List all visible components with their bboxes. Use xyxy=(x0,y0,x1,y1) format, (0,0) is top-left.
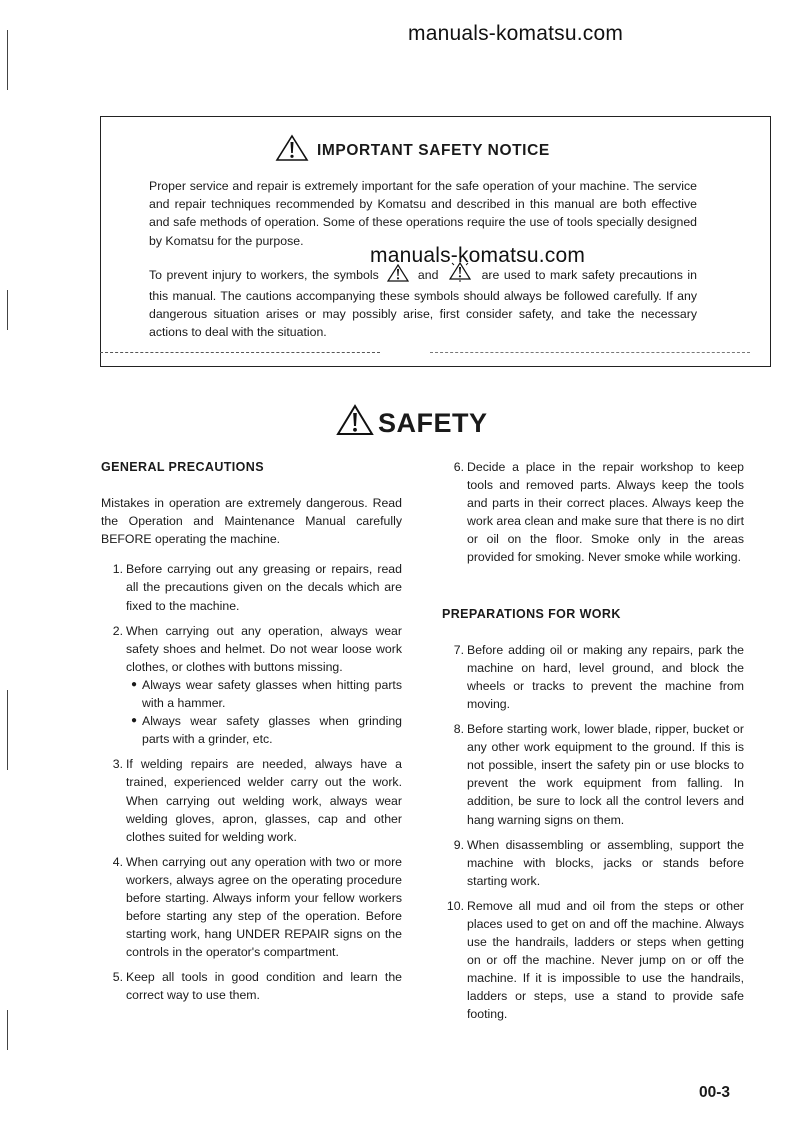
left-column xyxy=(101,458,402,1012)
list-item: 8. Before starting work, lower blade, ripper, bucket or any other work equipment to the ground. If this is not possible, insert the safety pin or use blocks to prevent the work equipment from falling. In addition, be sure to lock all the control levers and hang warning signs on them. xyxy=(453,722,744,827)
scan-edge-mark xyxy=(7,290,8,330)
warning-triangle-icon xyxy=(336,404,374,443)
scan-dashed-line xyxy=(430,352,750,353)
scan-edge-mark xyxy=(7,1010,8,1050)
list-item: 4. When carrying out any operation with two or more workers, always agree on the operating procedure before starting. Always inform your fellow workers before starting any step of the operation. Before starting work, hang UNDER REPAIR signs on the controls in the operator's compartment. xyxy=(112,854,402,960)
notice-paragraph-2: To prevent injury to workers, the symbols and are used to mark safety precautions in this manual. The cautions accompanying these symbols should always be followed carefully. If any dangerous situation arises or may possibly arise, first consider safety, and take the necessary actions to deal with the situation. xyxy=(149,260,697,342)
notice-title xyxy=(275,134,550,167)
right-column xyxy=(442,458,744,1031)
scan-dashed-line xyxy=(100,352,380,353)
safety-heading xyxy=(336,404,488,443)
page-number: 00-3 xyxy=(699,1084,731,1101)
bullet-icon: ● xyxy=(130,678,138,690)
warning-triangle-icon xyxy=(275,134,309,167)
notice-paragraph-1: Proper service and repair is extremely important for the safe operation of your machine. The service and repair techniques recommended by Komatsu and described in this manual are both effective and safe methods of operation. Some of these operations require the use of tools specially designed by Komatsu for the purpose. xyxy=(149,179,697,248)
bullet-icon: ● xyxy=(130,715,138,727)
bullet-item: ● Always wear safety glasses when hitting parts with a hammer. xyxy=(126,676,402,712)
list-item: 3. If welding repairs are needed, always have a trained, experienced welder carry out the work. When carrying out welding work, always wear welding gloves, apron, glasses, cap and other clothes suited for welding work. xyxy=(112,757,402,844)
general-intro: Mistakes in operation are extremely dangerous. Read the Operation and Maintenance Manual carefully BEFORE operating the machine. xyxy=(101,496,402,547)
safety-notice-box xyxy=(100,116,771,367)
list-item: 2. When carrying out any operation, always wear safety shoes and helmet. Do not wear loose work clothes, or clothes with buttons missing. ● Always wear safety glasses when hitting parts with a hammer. ● Always wear safety glasses when grinding parts with a grinder, etc. xyxy=(101,622,402,749)
section-title-general: GENERAL PRECAUTIONS xyxy=(101,460,264,474)
list-item: 6. Decide a place in the repair workshop to keep tools and removed parts. Always keep the tools and parts in their correct places. Always keep the work area clean and make sure that there is no dirt or oil on the floor. Smoke only in the areas provided for smoking. Never smoke while working. xyxy=(453,460,744,565)
safety-heading-text: SAFETY xyxy=(378,408,488,438)
list-item: 7. Before adding oil or making any repairs, park the machine on hard, level ground, and block the wheels or tracks to prevent the machine from moving. xyxy=(453,642,744,711)
scan-edge-mark xyxy=(7,690,8,770)
list-item: 1. Before carrying out any greasing or repairs, read all the precautions given on the decals which are fixed to the machine. xyxy=(112,562,402,613)
section-title-preparations: PREPARATIONS FOR WORK xyxy=(442,606,621,621)
watermark: manuals-komatsu.com xyxy=(408,22,624,45)
list-item: 10. Remove all mud and oil from the steps or other places used to get on and off the machine. Always use the handrails, ladders or steps when getting on or off the machine. Never jump on or off the machine. If it is impossible to use the handrails, ladders or steps, use a stand to provide safe footing. xyxy=(446,898,744,1022)
scan-edge-mark xyxy=(7,30,8,90)
bullet-list xyxy=(126,676,402,748)
list-item: 9. When disassembling or assembling, support the machine with blocks, jacks or stands before starting work. xyxy=(453,837,744,888)
bullet-item: ● Always wear safety glasses when grinding parts with a grinder, etc. xyxy=(126,712,402,748)
watermark-overlay: manuals-komatsu.com xyxy=(370,244,586,267)
list-item: 5. Keep all tools in good condition and learn the correct way to use them. xyxy=(112,970,402,1003)
notice-title-text: IMPORTANT SAFETY NOTICE xyxy=(317,141,550,159)
